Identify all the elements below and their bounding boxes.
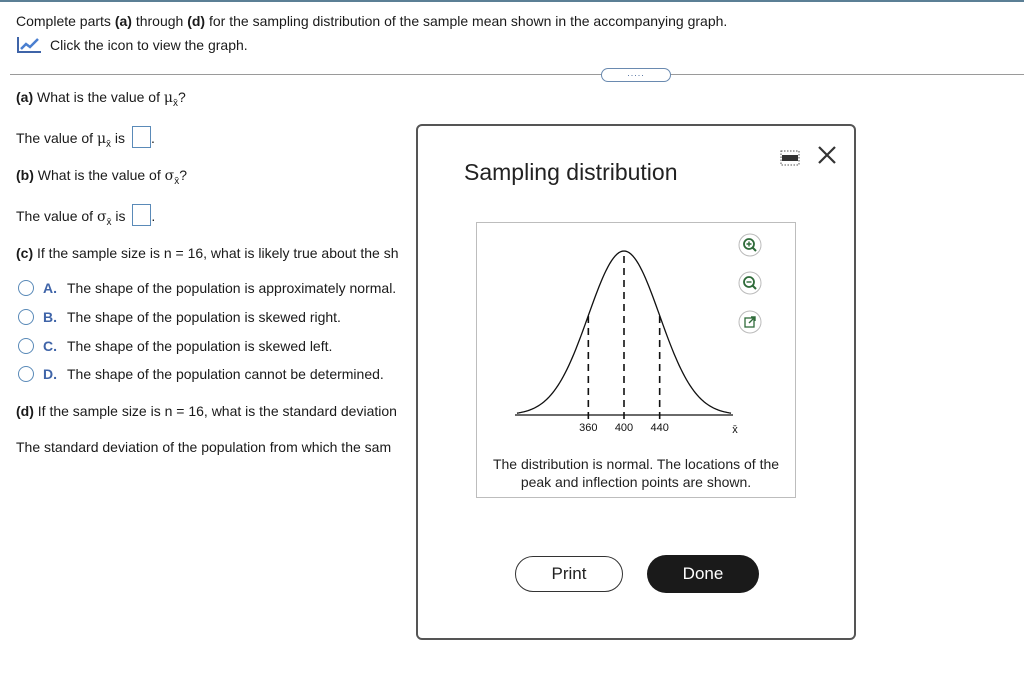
radio-option-a[interactable] [18,280,34,296]
view-graph-link[interactable] [16,36,248,54]
zoom-out-icon[interactable] [739,272,761,294]
print-button[interactable]: Print [515,556,623,592]
option-a[interactable]: A. The shape of the population is approximately normal. [18,280,396,296]
dialog-title: Sampling distribution [464,159,678,185]
view-graph-label[interactable]: Click the icon to view the graph. [50,37,248,53]
x-axis-label: x̄ [732,424,738,436]
part-c-question: (c) If the sample size is n = 16, what is likely true about the sh [16,245,399,261]
part-a-question: (a) What is the value of $\mu_{x̄}$? [16,89,186,109]
graph-dialog [416,124,856,640]
part-b-answer: The value of $\sigma_{x̄}$ is . [16,204,155,228]
divider [10,74,1024,75]
mean-answer-input[interactable] [132,126,151,148]
graph-frame [476,222,796,498]
instructions: Complete parts (a) through (d) for the sampling distribution of the sample mean shown in the accompanying graph. [16,13,728,29]
part-b-question: (b) What is the value of $\sigma_{x̄}$? [16,167,187,187]
tick-label-360: 360 [579,422,598,434]
part-d-question: (d) If the sample size is n = 16, what is the standard deviation [16,403,397,419]
line-chart-icon[interactable] [16,36,42,54]
option-c[interactable]: C. The shape of the population is skewed left. [18,338,332,354]
graph-caption: The distribution is normal. The locations of the peak and inflection points are shown. [492,456,780,490]
tick-label-440: 440 [650,422,669,434]
tick-label-400: 400 [614,422,634,434]
part-d-answer: The standard deviation of the population from which the sam [16,439,392,455]
zoom-in-icon[interactable] [739,234,761,256]
expand-more-button[interactable]: ..... [601,68,671,82]
radio-option-c[interactable] [18,338,34,354]
done-button[interactable]: Done [647,555,759,593]
option-b[interactable]: B. The shape of the population is skewed right. [18,309,341,325]
part-a-answer: The value of $\mu_{x̄}$ is . [16,126,155,150]
top-border [0,0,1024,2]
radio-option-d[interactable] [18,366,34,382]
std-answer-input[interactable] [132,204,151,226]
option-d[interactable]: D. The shape of the population cannot be determined. [18,366,384,382]
minimize-icon[interactable] [780,150,800,166]
close-icon[interactable] [816,144,838,166]
radio-option-b[interactable] [18,309,34,325]
popout-icon[interactable] [739,311,761,333]
